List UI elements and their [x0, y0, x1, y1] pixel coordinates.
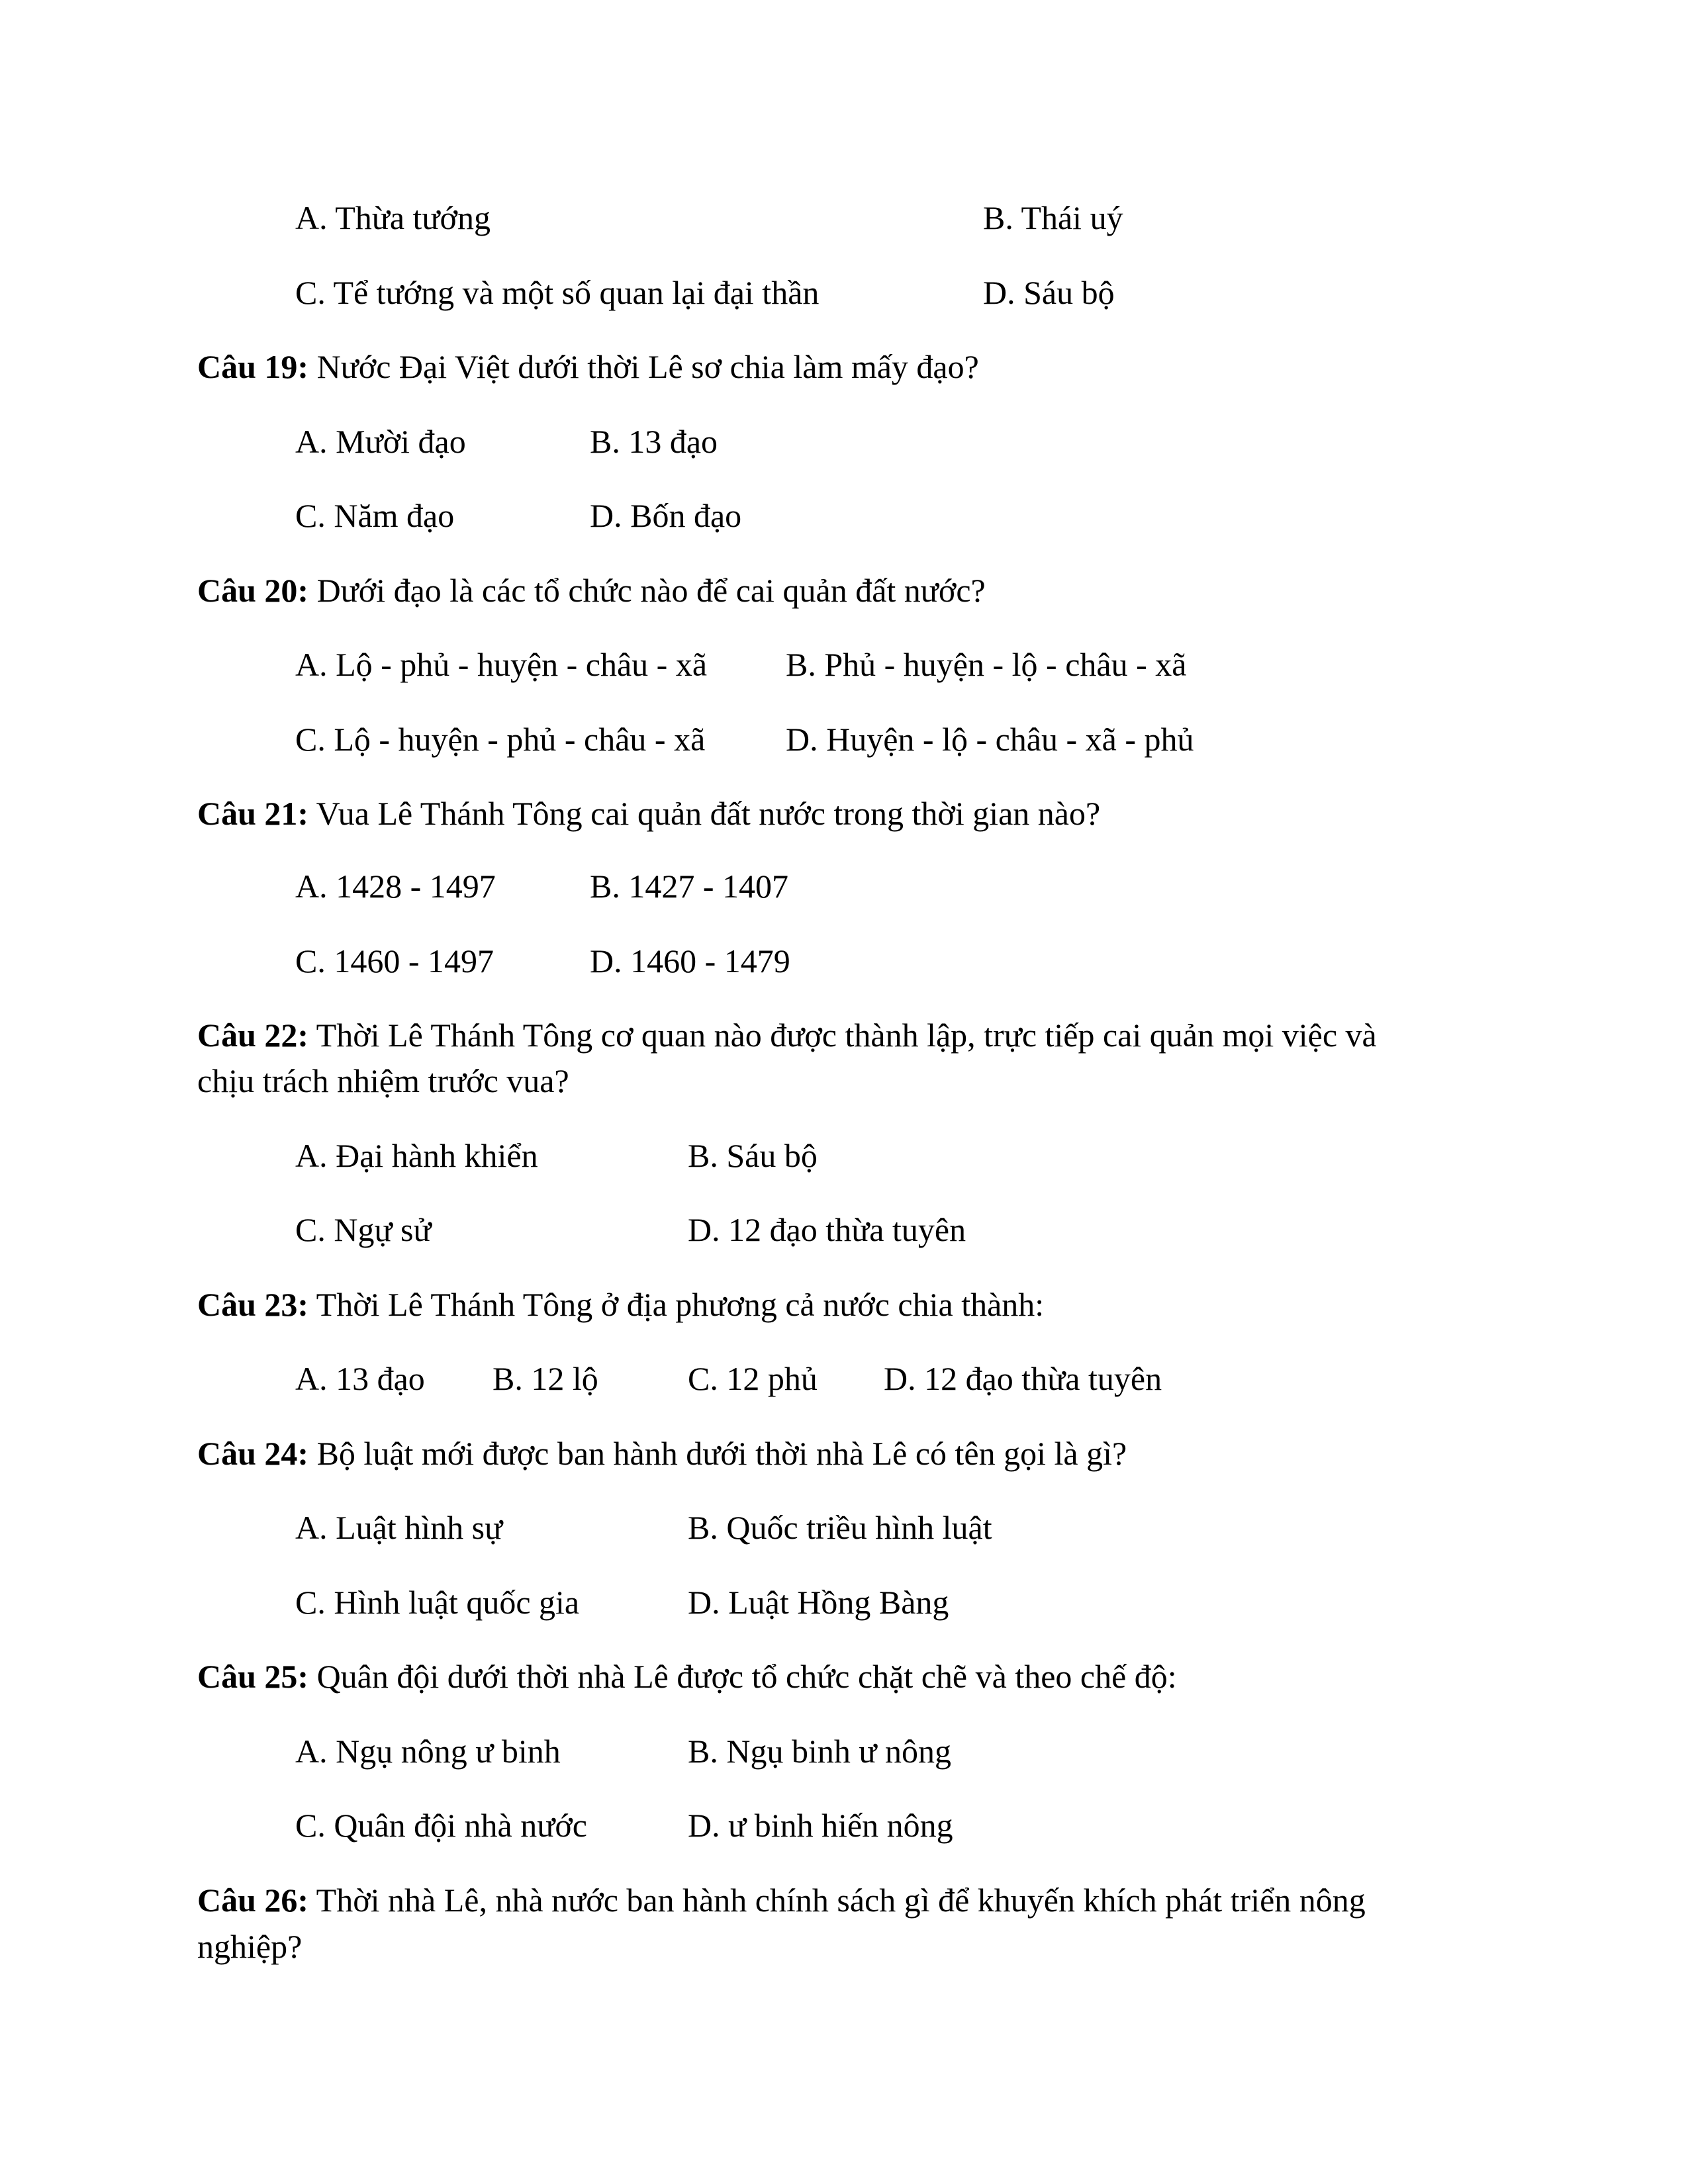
option-c: C. Tể tướng và một số quan lại đại thần [295, 274, 820, 311]
option-b: B. 12 lộ [492, 1360, 598, 1397]
option-b: B. 13 đạo [590, 423, 718, 460]
option-b: B. 1427 - 1407 [590, 868, 788, 905]
question-text [197, 1433, 1127, 1473]
question-label: Câu 19: [197, 348, 309, 385]
question-label: Câu 24: [197, 1435, 309, 1472]
question-text-cont: chịu trách nhiệm trước vua? [197, 1062, 569, 1099]
option-b: B. Quốc triều hình luật [688, 1509, 992, 1546]
option-a: A. Thừa tướng [295, 199, 491, 236]
option-c: C. Lộ - huyện - phủ - châu - xã [295, 721, 706, 758]
question-text [197, 1657, 1177, 1696]
option-b: B. Ngụ binh ư nông [688, 1733, 951, 1770]
question-body: Vua Lê Thánh Tông cai quản đất nước trong thời gian nào? [308, 795, 1101, 832]
option-d: D. Luật Hồng Bàng [688, 1584, 949, 1621]
option-a: A. Ngụ nông ư binh [295, 1733, 561, 1770]
question-body: Thời Lê Thánh Tông ở địa phương cả nước chia thành: [308, 1286, 1045, 1323]
option-c: C. 1460 - 1497 [295, 942, 494, 979]
question-text [197, 1015, 1377, 1055]
option-b: B. Thái uý [983, 199, 1123, 236]
question-body: Nước Đại Việt dưới thời Lê sơ chia làm mấy đạo? [308, 348, 979, 385]
option-d: D. Bốn đạo [590, 497, 742, 534]
question-text [197, 1880, 1366, 1920]
question-body: Dưới đạo là các tổ chức nào để cai quản đất nước? [308, 572, 986, 609]
question-text [197, 1285, 1044, 1324]
question-text [197, 347, 979, 387]
option-a: A. 1428 - 1497 [295, 868, 496, 905]
option-c: C. Ngự sử [295, 1211, 432, 1248]
option-a: A. Lộ - phủ - huyện - châu - xã [295, 646, 708, 683]
option-d: D. Huyện - lộ - châu - xã - phủ [786, 721, 1194, 758]
option-d: D. Sáu bộ [983, 274, 1115, 311]
question-body: Quân đội dưới thời nhà Lê được tổ chức chặt chẽ và theo chế độ: [308, 1658, 1177, 1695]
question-text [197, 794, 1100, 833]
question-label: Câu 20: [197, 572, 309, 609]
option-c: C. Năm đạo [295, 497, 455, 534]
option-d: D. ư binh hiến nông [688, 1807, 953, 1844]
option-d: D. 12 đạo thừa tuyên [688, 1211, 966, 1248]
option-c: C. Quân đội nhà nước [295, 1807, 587, 1844]
question-label: Câu 26: [197, 1882, 309, 1919]
question-label: Câu 22: [197, 1017, 309, 1054]
option-d: D. 1460 - 1479 [590, 942, 790, 979]
question-body: Thời nhà Lê, nhà nước ban hành chính sách gì để khuyến khích phát triển nông [308, 1882, 1366, 1919]
question-label: Câu 23: [197, 1286, 309, 1323]
option-b: B. Sáu bộ [688, 1137, 818, 1174]
option-c: C. 12 phủ [688, 1360, 818, 1397]
question-text-cont: nghiệp? [197, 1928, 303, 1965]
option-d: D. 12 đạo thừa tuyên [884, 1360, 1162, 1397]
option-a: A. Luật hình sự [295, 1509, 503, 1546]
option-b: B. Phủ - huyện - lộ - châu - xã [786, 646, 1187, 683]
question-label: Câu 25: [197, 1658, 309, 1695]
question-label: Câu 21: [197, 795, 309, 832]
option-a: A. 13 đạo [295, 1360, 425, 1397]
question-text [197, 570, 986, 610]
option-c: C. Hình luật quốc gia [295, 1584, 580, 1621]
option-a: A. Mười đạo [295, 423, 466, 460]
question-body: Thời Lê Thánh Tông cơ quan nào được thành lập, trực tiếp cai quản mọi việc và [308, 1017, 1377, 1054]
question-body: Bộ luật mới được ban hành dưới thời nhà Lê có tên gọi là gì? [308, 1435, 1127, 1472]
option-a: A. Đại hành khiển [295, 1137, 538, 1174]
